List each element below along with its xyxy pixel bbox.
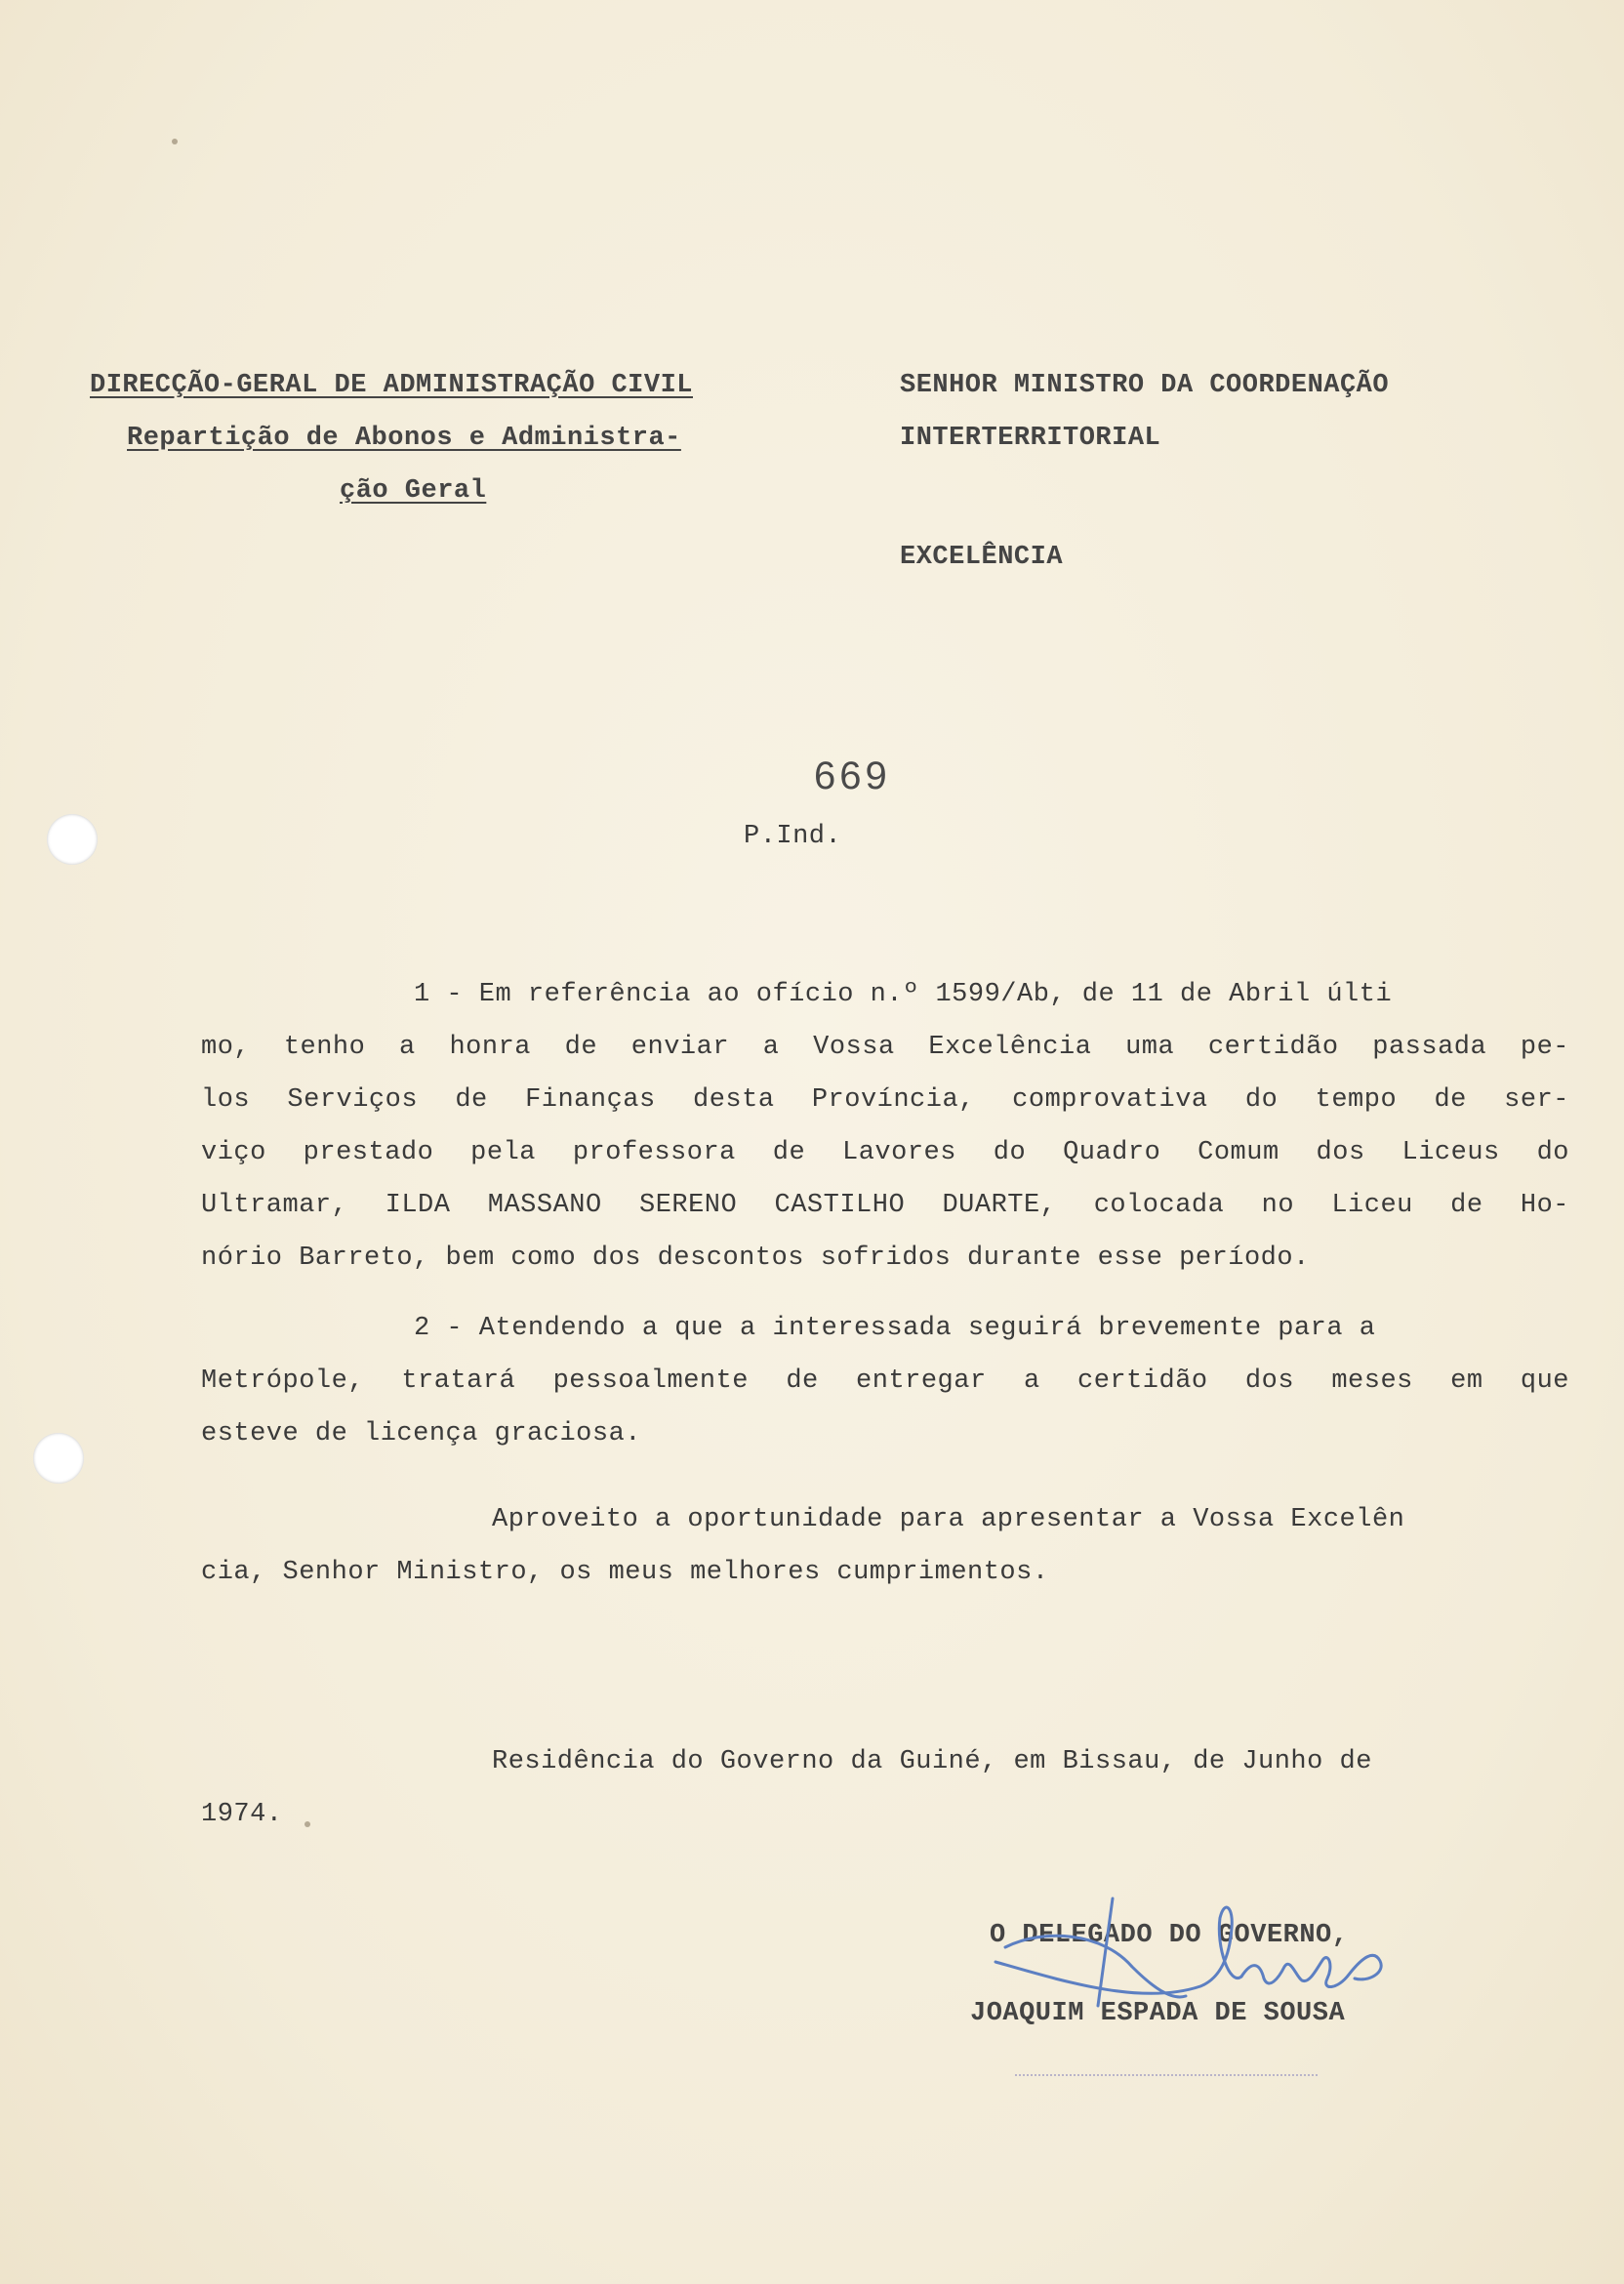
paragraph-3-line: Aproveito a oportunidade para apresentar a Vossa Excelên (492, 1505, 1405, 1534)
reference-code: P.Ind. (744, 822, 842, 851)
paper-speck (304, 1821, 310, 1827)
sender-section: Repartição de Abonos e Administra- (127, 424, 681, 453)
punch-hole-top (47, 814, 98, 865)
paragraph-2-line: esteve de licença graciosa. (201, 1419, 641, 1448)
paragraph-3-line: cia, Senhor Ministro, os meus melhores cumprimentos. (201, 1558, 1049, 1587)
recipient-title: SENHOR MINISTRO DA COORDENAÇÃO (900, 371, 1390, 400)
paragraph-2-line: 2 - Atendendo a que a interessada seguirá brevemente para a (414, 1314, 1376, 1343)
paragraph-1-line: Ultramar, ILDA MASSANO SERENO CASTILHO DUARTE, colocada no Liceu de Ho- (201, 1191, 1569, 1220)
reference-number: 669 (814, 755, 891, 797)
handwritten-signature (986, 1889, 1396, 2016)
paper-speck (172, 139, 178, 144)
place-date: Residência do Governo da Guiné, em Bissau, de Junho de (492, 1747, 1372, 1776)
paragraph-1-line: viço prestado pela professora de Lavores do Quadro Comum dos Liceus do (201, 1138, 1569, 1167)
signature-rule (1015, 2074, 1318, 2078)
salutation: EXCELÊNCIA (900, 543, 1064, 572)
signatory-name: JOAQUIM ESPADA DE SOUSA (970, 1999, 1346, 2028)
recipient-title-cont: INTERTERRITORIAL (900, 424, 1161, 453)
paragraph-2-line: Metrópole, tratará pessoalmente de entregar a certidão dos meses em que (201, 1366, 1569, 1396)
punch-hole-bottom (33, 1433, 84, 1484)
year: 1974. (201, 1800, 283, 1829)
sender-department: DIRECÇÃO-GERAL DE ADMINISTRAÇÃO CIVIL (90, 371, 693, 400)
paragraph-1-line: nório Barreto, bem como dos descontos sofridos durante esse período. (201, 1244, 1310, 1273)
paragraph-1-line: 1 - Em referência ao ofício n.º 1599/Ab, de 11 de Abril últi (414, 980, 1393, 1009)
sender-section-cont: ção Geral (340, 476, 487, 506)
paragraph-1-line: mo, tenho a honra de enviar a Vossa Excelência uma certidão passada pe- (201, 1033, 1569, 1062)
signatory-title: O DELEGADO DO GOVERNO, (990, 1921, 1349, 1950)
paragraph-1-line: los Serviços de Finanças desta Província, comprovativa do tempo de ser- (201, 1085, 1569, 1115)
